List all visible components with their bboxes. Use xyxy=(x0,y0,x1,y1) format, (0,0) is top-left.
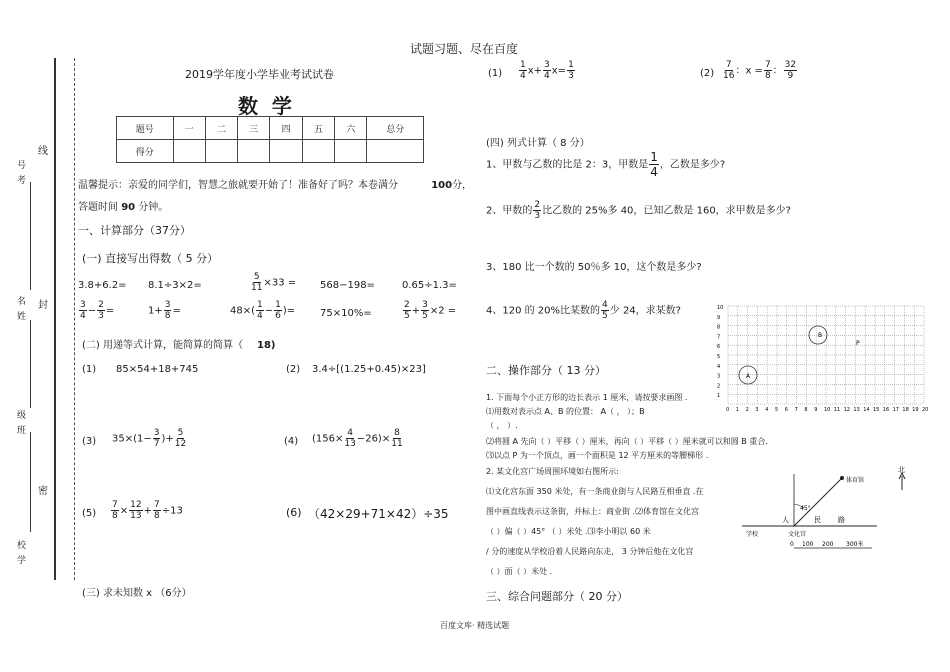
cut-line xyxy=(74,58,75,580)
fill-line xyxy=(30,320,31,408)
grid-xtick: 4 xyxy=(765,407,769,413)
label-exam-number: 号考 xyxy=(15,160,25,190)
prob-4-num: (4) xyxy=(284,436,299,447)
op-line-10: / 分的速度从学校沿着人民路向东走， 3 分钟后他在文化宫 xyxy=(486,547,694,556)
intro-text: 分， xyxy=(452,180,473,191)
prob-2-num: (2) xyxy=(286,364,301,375)
grid-xtick: 10 xyxy=(824,407,831,413)
grid-ytick: 2 xyxy=(717,383,721,390)
grid-xtick: 15 xyxy=(873,407,880,413)
word-2-text: 2、甲数的 xyxy=(486,205,533,217)
road-char-3: 路 xyxy=(838,516,845,524)
word-2-text: 比乙数的 25%多 40，已知乙数是 160，求甲数是多少? xyxy=(542,205,791,217)
score-head: 题号 xyxy=(117,117,174,140)
grid-xtick: 20 xyxy=(922,407,929,413)
score-cell[interactable] xyxy=(367,140,424,163)
exam-title: 2019学年度小学毕业考试试卷 xyxy=(185,68,334,81)
score-cell[interactable] xyxy=(335,140,367,163)
word-3: 3、180 比一个数的 50％多 10，这个数是多少? xyxy=(486,262,702,273)
prob-4-text: (156× xyxy=(312,433,344,445)
label-b: B xyxy=(818,332,823,339)
op-line-7: ⑴文化宫东面 350 米处，有一条商业街与人民路互相垂直 .在 xyxy=(486,487,704,496)
seal-secret: 密 xyxy=(38,486,48,497)
grid-ytick: 5 xyxy=(717,354,721,360)
op-line-9: （ ）偏（ ）45° （ ）米处 .⑶李小明以 60 米 xyxy=(486,527,651,536)
grid-ytick: 3 xyxy=(717,373,721,380)
grid-xtick: 13 xyxy=(853,407,860,413)
grid-ytick: 10 xyxy=(717,305,724,311)
score-cell[interactable] xyxy=(270,140,302,163)
label-school: 校学 xyxy=(15,540,25,570)
grid-xtick: 6 xyxy=(784,407,788,413)
section3-title: 三、综合问题部分（ 20 分） xyxy=(486,590,628,603)
eq-2-num: (2) xyxy=(700,68,715,79)
grid-xtick: 3 xyxy=(755,407,759,413)
grid-ytick: 9 xyxy=(717,314,721,321)
palace-label: 文化宫 xyxy=(788,531,807,538)
grid-xtick: 19 xyxy=(912,407,919,413)
prob-4-text: −26)× xyxy=(356,433,391,445)
scale-0: 0 xyxy=(790,541,794,548)
road-char-1: 人 xyxy=(782,516,789,524)
eq-2: $\frac{7}{16}$ ：x = $\frac{7}{8}$ ： $\frac{32}{9}$ xyxy=(723,60,797,81)
seal-line: 线 xyxy=(38,146,48,157)
sub2-points: 18) xyxy=(256,340,276,351)
sub2-text: (二) 用递等式计算，能简算的简算（ xyxy=(82,340,243,351)
grid-xtick: 7 xyxy=(794,407,798,413)
calc-8: 48×( $\frac{1}{4}$ − $\frac{1}{6}$ )= xyxy=(230,300,296,321)
scale-200: 200 xyxy=(822,541,834,548)
grid-xtick: 17 xyxy=(892,407,899,413)
word-4: 4、120 的 20%比某数的 $\frac{4}{5}$ 少 24，求某数? xyxy=(486,300,681,321)
intro-text: 分钟。 xyxy=(138,202,169,213)
section1-title: 一、计算部分（37分） xyxy=(78,224,191,237)
scale-300: 300米 xyxy=(846,541,864,548)
grid-xtick: 18 xyxy=(902,407,909,413)
score-head: 五 xyxy=(302,117,334,140)
calc-6: $\frac{3}{4}$ − $\frac{2}{3}$ = xyxy=(80,300,115,321)
grid-ytick: 1 xyxy=(717,393,721,400)
section1-sub3: (三) 求未知数 x （6分） xyxy=(82,588,192,599)
stadium-dot xyxy=(840,476,844,480)
calc-1: 3.8+6.2= xyxy=(78,280,127,291)
intro-line1 xyxy=(78,176,472,191)
road-char-2: 民 xyxy=(814,516,821,524)
calc-5: 0.65÷1.3= xyxy=(402,280,457,291)
score-cell[interactable] xyxy=(173,140,205,163)
word-1: 1、甲数与乙数的比是 2：3，甲数是 $\frac{1}{4}$ ，乙数是多少? xyxy=(486,150,726,179)
grid-xtick: 8 xyxy=(804,407,808,413)
score-cell[interactable] xyxy=(302,140,334,163)
section2-title: 二、操作部分（ 13 分） xyxy=(486,364,606,377)
calc-3: $\frac{5}{11}$ ×33 = xyxy=(251,272,297,293)
fill-line xyxy=(30,432,31,532)
prob-3-num: (3) xyxy=(82,436,97,447)
grid-xtick: 16 xyxy=(882,407,890,413)
op-line-5: ⑶以点 P 为一个顶点，画一个面积是 12 平方厘米的等腰梯形 . xyxy=(486,451,709,460)
seal-seal: 封 xyxy=(38,300,48,311)
score-head: 三 xyxy=(238,117,270,140)
scale-100: 100 xyxy=(802,541,814,548)
grid-ytick: 4 xyxy=(717,363,721,370)
prob-4: (156× $\frac{4}{13}$ −26)× $\frac{8}{11}$ xyxy=(312,428,403,449)
calc-2: 8.1÷3×2= xyxy=(148,280,202,291)
prob-6: （42×29+71×42）÷35 xyxy=(308,507,449,521)
prob-2: 3.4÷[(1.25+0.45)×23] xyxy=(312,364,426,375)
op-line-11: （ ）面（ ）米处 . xyxy=(486,567,553,576)
exam-time: 90 xyxy=(121,202,136,213)
eq-1-num: (1) xyxy=(488,68,503,79)
stadium-label: 体育馆 xyxy=(846,477,865,484)
calc-3-text: ×33 = xyxy=(263,277,297,289)
prob-5-num: (5) xyxy=(82,508,97,519)
grid-xtick: 14 xyxy=(863,407,870,413)
grid-xtick: 2 xyxy=(745,407,749,413)
page-footer: 百度文库· 精选试题 xyxy=(440,621,510,630)
word-1-text: 1、甲数与乙数的比是 2：3，甲数是 xyxy=(486,159,649,171)
eq-1: $\frac{1}{4}$ x+ $\frac{3}{4}$ x= $\frac{1}{3}$ xyxy=(520,60,574,81)
word-4-text: 4、120 的 20%比某数的 xyxy=(486,305,601,317)
calc-10: $\frac{2}{5}$ + $\frac{3}{5}$ ×2 = xyxy=(404,300,457,321)
fill-line xyxy=(30,182,31,290)
score-table xyxy=(116,116,424,163)
grid-xtick: 11 xyxy=(833,407,841,413)
section1-sub1: (一) 直接写出得数（ 5 分） xyxy=(82,252,219,265)
full-score: 100 xyxy=(431,180,453,191)
op-line-6: 2. 某文化宫广场周围环境如右图所示: xyxy=(486,467,619,476)
prob-6-num: (6) xyxy=(286,506,302,519)
score-head: 总分 xyxy=(367,117,424,140)
intro-text: 温馨提示：亲爱的同学们，智慧之旅就要开始了！准备好了吗？本卷满分 xyxy=(78,180,398,191)
intro-text: 答题时间 xyxy=(78,202,118,213)
prob-1: 85×54+18+745 xyxy=(116,364,199,375)
op-line-1: 1. 下面每个小正方形的边长表示 1 厘米，请按要求画图 . xyxy=(486,393,688,402)
score-head: 六 xyxy=(335,117,367,140)
grid-ytick: 6 xyxy=(717,344,721,351)
prob-1-num: (1) xyxy=(82,364,97,375)
score-head: 一 xyxy=(173,117,205,140)
north-label: 北 xyxy=(898,466,905,474)
binding-line xyxy=(54,58,56,580)
word-4-text: 少 24，求某数? xyxy=(609,305,681,317)
score-label: 得分 xyxy=(117,140,174,163)
section4-title: (四) 列式计算（ 8 分） xyxy=(486,138,590,149)
grid-ytick: 7 xyxy=(717,334,721,341)
prob-3-text: 35×(1− xyxy=(112,433,152,445)
grid-xtick: 12 xyxy=(843,407,850,413)
op-line-8: 图中画直线表示这条街，并标上：商业街 .⑵体育馆在文化宫 xyxy=(486,507,700,516)
calc-9: 75×10%= xyxy=(320,308,372,319)
map-diagram xyxy=(742,464,912,556)
score-cell[interactable] xyxy=(205,140,237,163)
word-2: 2、甲数的 $\frac{2}{3}$ 比乙数的 25%多 40，已知乙数是 160，求甲数是多少? xyxy=(486,200,791,221)
calc-7: 1+ $\frac{3}{8}$ = xyxy=(148,300,181,321)
grid-xtick: 5 xyxy=(775,407,779,413)
grid-xtick: 0 xyxy=(726,407,730,413)
page-header: 试题习题、尽在百度 xyxy=(410,42,519,56)
subject-title: 数 学 xyxy=(238,94,292,118)
grid-xtick: 1 xyxy=(735,407,739,413)
score-cell[interactable] xyxy=(238,140,270,163)
label-name: 名姓 xyxy=(15,296,25,326)
word-1-text: ，乙数是多少? xyxy=(659,159,726,171)
op-line-2: ⑴用数对表示点 A、B 的位置： A（ ， ）；B xyxy=(486,407,645,416)
intro-line2 xyxy=(78,198,168,213)
label-class: 级班 xyxy=(15,410,25,440)
op-line-4: ⑵将圆 A 先向（ ）平移（ ）厘米，再向（ ）平移（ ）厘米就可以和圆 B 重合. xyxy=(486,437,768,446)
grid-ytick: 8 xyxy=(717,324,721,331)
grid-xtick: 9 xyxy=(814,407,818,413)
op-line-3: （ ， ）. xyxy=(486,421,518,430)
score-head: 二 xyxy=(205,117,237,140)
school-label: 学校 xyxy=(746,531,759,538)
section1-sub2 xyxy=(82,336,275,351)
calc-4: 568−198= xyxy=(320,280,375,291)
label-p: P xyxy=(856,340,860,347)
label-a: A xyxy=(746,373,751,380)
angle-label: 45° xyxy=(800,505,811,512)
score-head: 四 xyxy=(270,117,302,140)
coordinate-grid xyxy=(716,304,932,414)
prob-5: $\frac{7}{8}$ × $\frac{12}{13}$ + $\frac{7}{8}$ ÷13 xyxy=(112,500,183,521)
prob-3: 35×(1− $\frac{3}{7}$ )+ $\frac{5}{12}$ xyxy=(112,428,187,449)
